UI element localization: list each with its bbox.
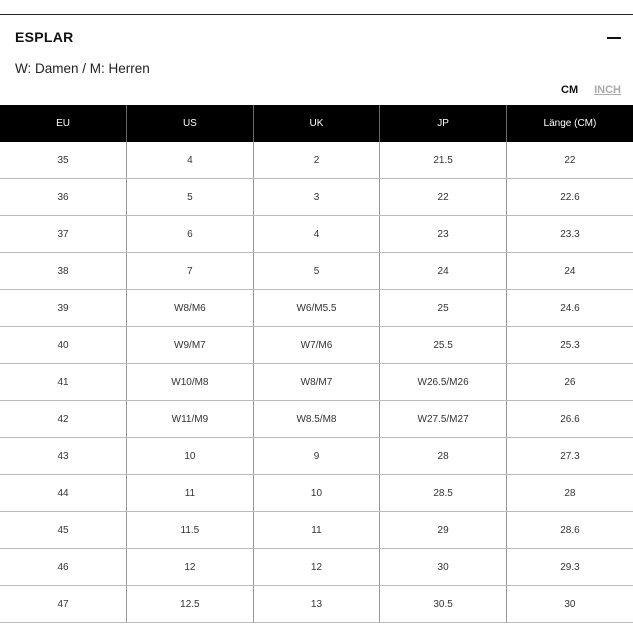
- cell-jp: 22: [380, 179, 507, 216]
- cell-length: 26.6: [506, 401, 633, 438]
- table-row: [0, 512, 633, 549]
- table-header-row: [0, 105, 633, 142]
- table-row: [0, 327, 633, 364]
- cell-jp: 21.5: [380, 142, 507, 179]
- cell-us: W8/M6: [127, 290, 254, 327]
- cell-length: 22: [506, 142, 633, 179]
- column-header-us: US: [127, 105, 254, 142]
- cell-us: 12.5: [127, 586, 254, 623]
- cell-eu: 38: [0, 253, 127, 290]
- cell-length: 25.3: [506, 327, 633, 364]
- cell-jp: W26.5/M26: [380, 364, 507, 401]
- cell-length: 28: [506, 475, 633, 512]
- cell-length: 30: [506, 586, 633, 623]
- cell-eu: 43: [0, 438, 127, 475]
- cell-jp: 23: [380, 216, 507, 253]
- cell-us: 4: [127, 142, 254, 179]
- table-row: [0, 142, 633, 179]
- cell-us: W10/M8: [127, 364, 254, 401]
- cell-jp: 24: [380, 253, 507, 290]
- cell-uk: 3: [253, 179, 380, 216]
- cell-uk: 12: [253, 549, 380, 586]
- cell-jp: 30: [380, 549, 507, 586]
- cell-uk: 11: [253, 512, 380, 549]
- cell-eu: 40: [0, 327, 127, 364]
- cell-uk: 5: [253, 253, 380, 290]
- cell-length: 28.6: [506, 512, 633, 549]
- minus-icon: [607, 37, 621, 39]
- cell-uk: W7/M6: [253, 327, 380, 364]
- column-header-length: Länge (CM): [506, 105, 633, 142]
- cell-uk: 2: [253, 142, 380, 179]
- cell-jp: 30.5: [380, 586, 507, 623]
- table-row: [0, 475, 633, 512]
- cell-jp: 25: [380, 290, 507, 327]
- collapse-button[interactable]: [607, 30, 621, 44]
- table-row: [0, 179, 633, 216]
- cell-length: 26: [506, 364, 633, 401]
- cell-jp: W27.5/M27: [380, 401, 507, 438]
- cell-uk: 9: [253, 438, 380, 475]
- cell-length: 24.6: [506, 290, 633, 327]
- cell-eu: 37: [0, 216, 127, 253]
- table-row: [0, 401, 633, 438]
- cell-uk: W6/M5.5: [253, 290, 380, 327]
- cell-uk: W8/M7: [253, 364, 380, 401]
- cell-uk: W8.5/M8: [253, 401, 380, 438]
- table-row: [0, 290, 633, 327]
- table-row: [0, 253, 633, 290]
- cell-eu: 42: [0, 401, 127, 438]
- table-row: [0, 216, 633, 253]
- cell-us: 11.5: [127, 512, 254, 549]
- top-divider: [0, 14, 633, 15]
- cell-eu: 39: [0, 290, 127, 327]
- cell-uk: 13: [253, 586, 380, 623]
- cell-us: 7: [127, 253, 254, 290]
- cell-eu: 41: [0, 364, 127, 401]
- size-legend: W: Damen / M: Herren: [15, 61, 150, 76]
- cell-eu: 44: [0, 475, 127, 512]
- table-row: [0, 549, 633, 586]
- cell-jp: 25.5: [380, 327, 507, 364]
- cell-eu: 47: [0, 586, 127, 623]
- cell-us: 5: [127, 179, 254, 216]
- cell-us: W11/M9: [127, 401, 254, 438]
- unit-cm-button[interactable]: CM: [561, 84, 579, 96]
- cell-uk: 4: [253, 216, 380, 253]
- cell-eu: 45: [0, 512, 127, 549]
- cell-length: 29.3: [506, 549, 633, 586]
- cell-jp: 28: [380, 438, 507, 475]
- table-row: [0, 586, 633, 623]
- table-row: [0, 364, 633, 401]
- cell-length: 27.3: [506, 438, 633, 475]
- cell-length: 22.6: [506, 179, 633, 216]
- unit-toggle: [561, 84, 621, 96]
- cell-us: 12: [127, 549, 254, 586]
- cell-length: 24: [506, 253, 633, 290]
- cell-length: 23.3: [506, 216, 633, 253]
- table-row: [0, 438, 633, 475]
- cell-eu: 35: [0, 142, 127, 179]
- product-title: ESPLAR: [15, 29, 74, 45]
- cell-us: 10: [127, 438, 254, 475]
- column-header-uk: UK: [253, 105, 380, 142]
- unit-inch-button[interactable]: INCH: [594, 84, 621, 96]
- cell-jp: 28.5: [380, 475, 507, 512]
- cell-us: 11: [127, 475, 254, 512]
- cell-jp: 29: [380, 512, 507, 549]
- cell-us: 6: [127, 216, 254, 253]
- cell-us: W9/M7: [127, 327, 254, 364]
- cell-eu: 46: [0, 549, 127, 586]
- size-table: [0, 105, 633, 623]
- column-header-eu: EU: [0, 105, 127, 142]
- cell-uk: 10: [253, 475, 380, 512]
- column-header-jp: JP: [380, 105, 507, 142]
- cell-eu: 36: [0, 179, 127, 216]
